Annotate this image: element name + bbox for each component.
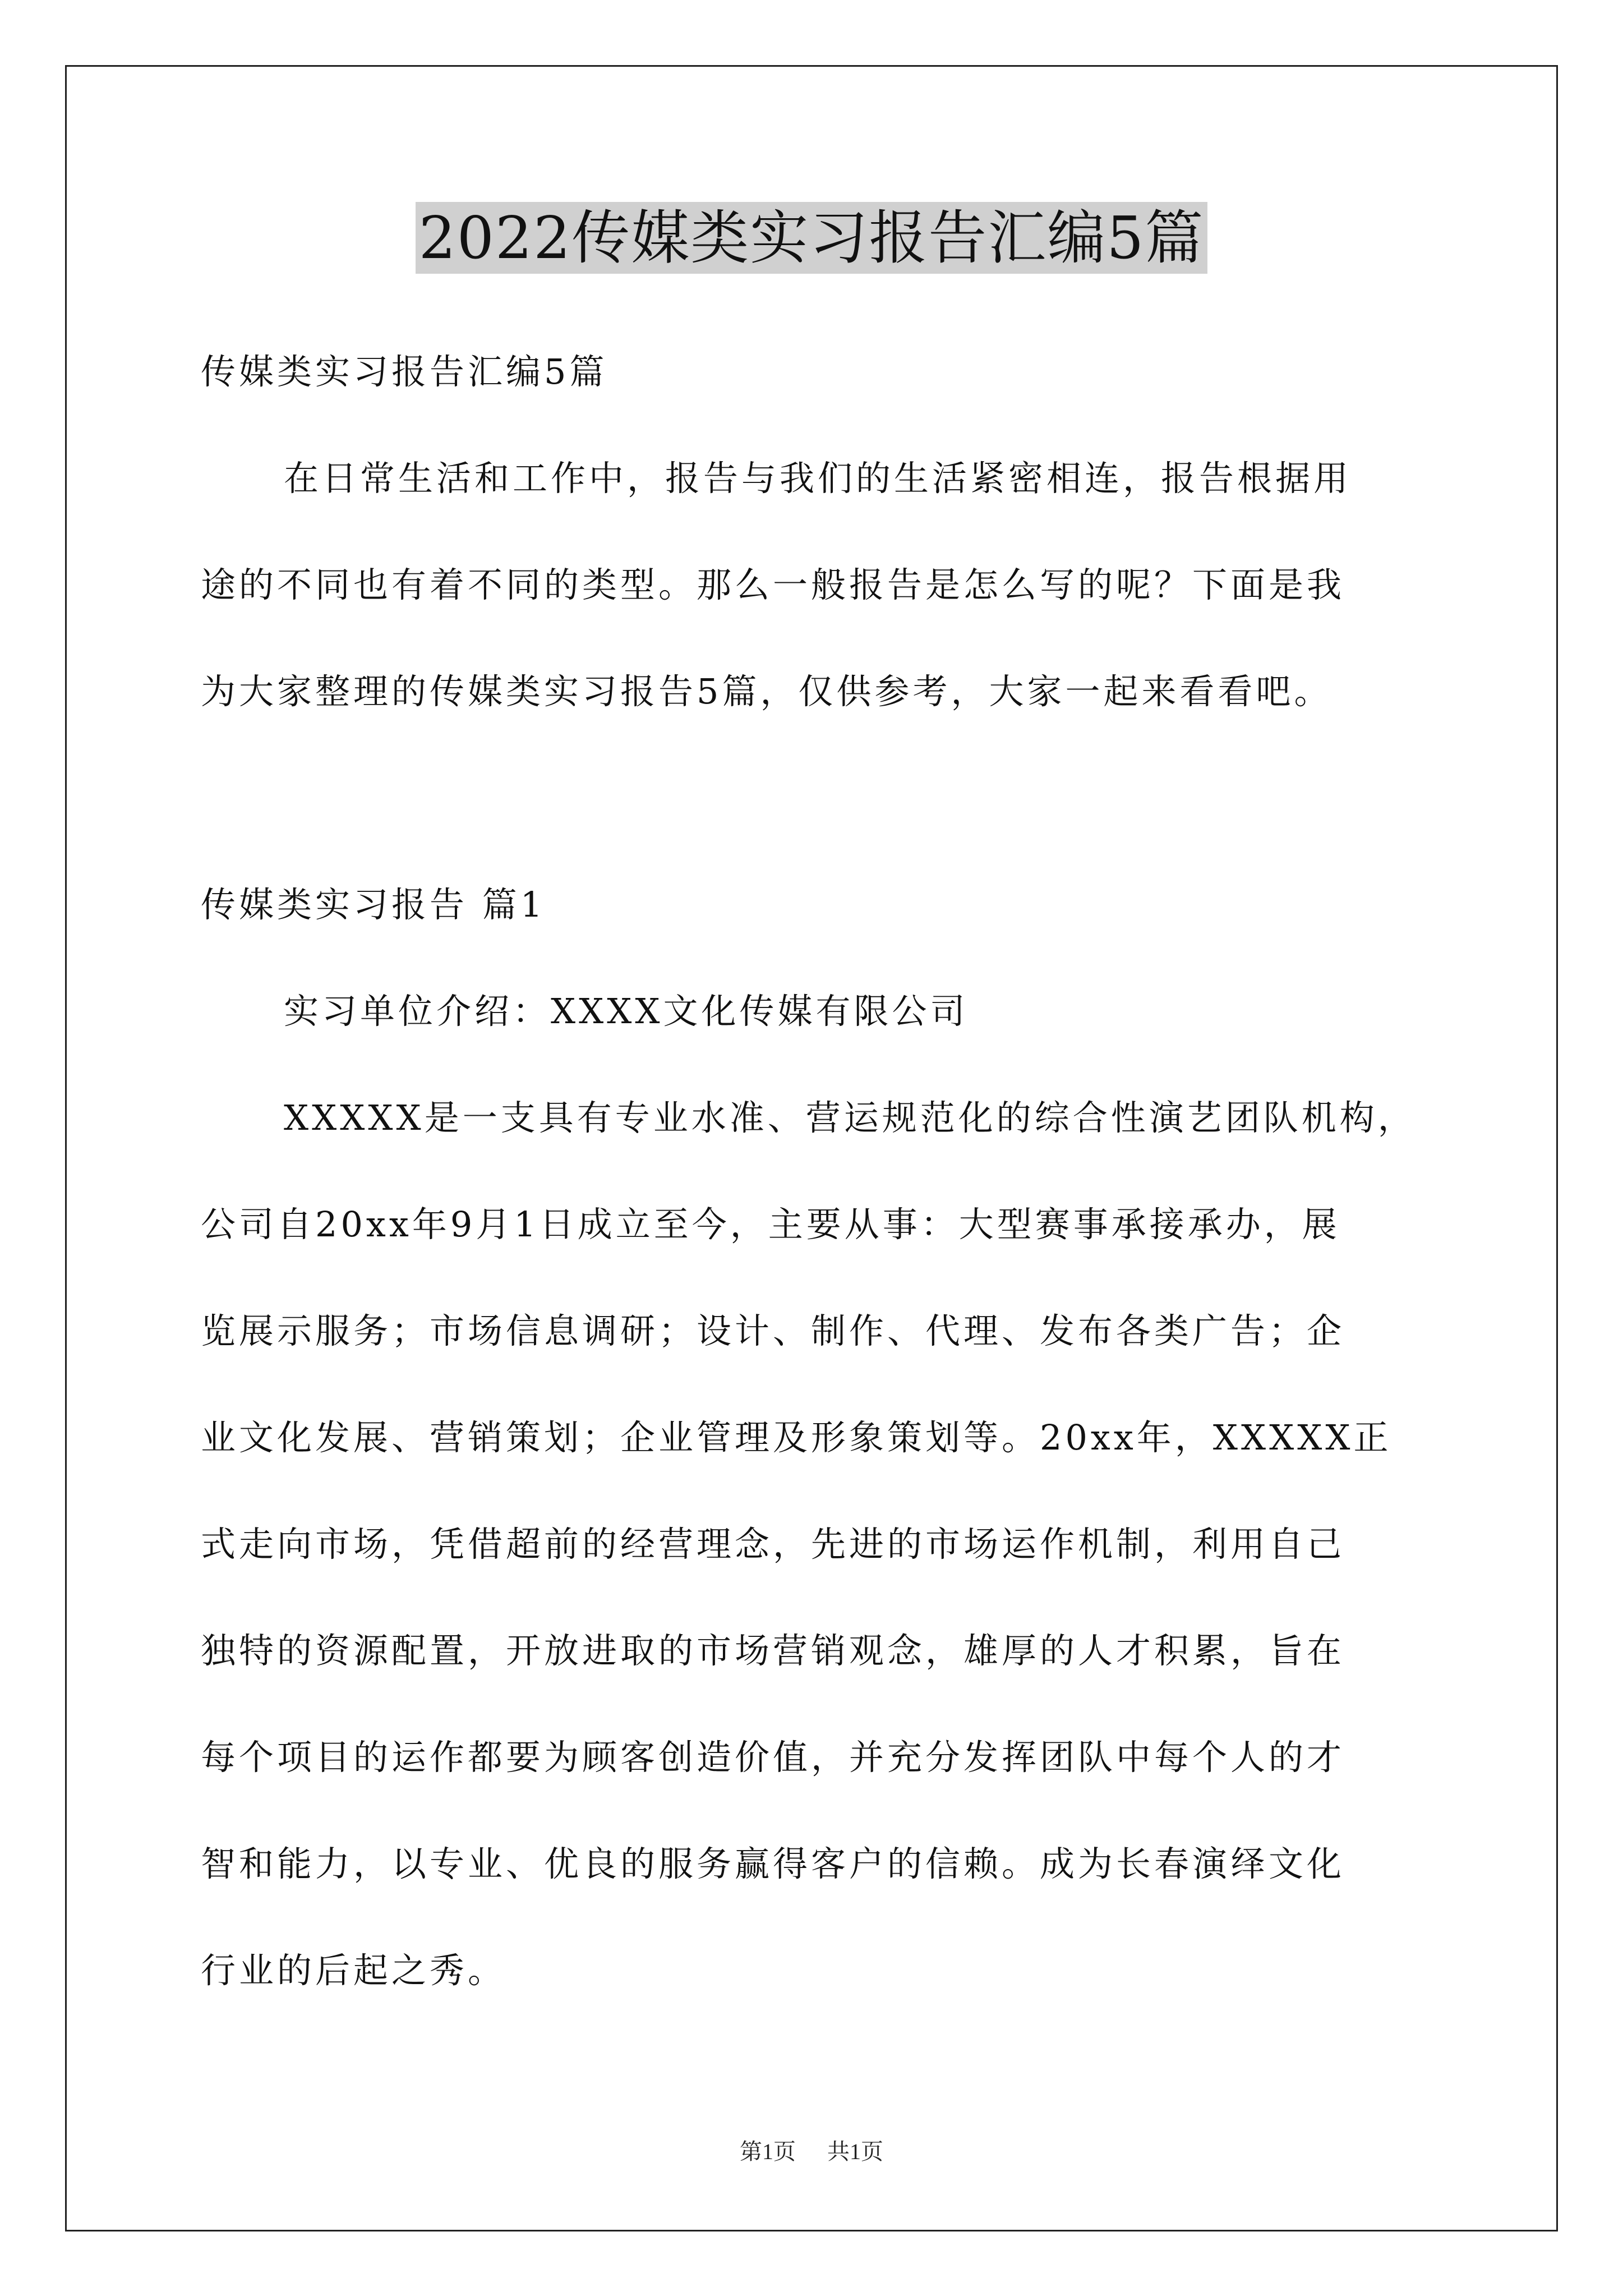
body-line: 公司自20xx年9月1日成立至今，主要从事：大型赛事承接承办，展	[201, 1204, 1340, 1245]
body-line: 智和能力，以专业、优良的服务赢得客户的信赖。成为长春演绎文化	[201, 1843, 1345, 1884]
body-line: 览展示服务；市场信息调研；设计、制作、代理、发布各类广告；企	[201, 1310, 1345, 1351]
page-number-total: 共1页	[827, 2139, 883, 2164]
title-container	[0, 202, 1623, 274]
page-number-current: 第1页	[740, 2139, 796, 2164]
document-title: 2022传媒类实习报告汇编5篇	[416, 202, 1208, 274]
body-line: 式走向市场，凭借超前的经营理念，先进的市场运作机制，利用自己	[201, 1524, 1345, 1565]
page-footer	[0, 2134, 1623, 2166]
document-subtitle: 传媒类实习报告汇编5篇	[201, 351, 608, 392]
intro-line: 为大家整理的传媒类实习报告5篇，仅供参考，大家一起来看看吧。	[201, 671, 1332, 712]
body-line: 行业的后起之秀。	[201, 1950, 506, 1991]
document-body	[201, 319, 1435, 2024]
body-line: 每个项目的运作都要为顾客创造价值，并充分发挥团队中每个人的才	[201, 1737, 1345, 1778]
body-line: 独特的资源配置，开放进取的市场营销观念，雄厚的人才积累，旨在	[201, 1630, 1345, 1671]
intro-line: 途的不同也有着不同的类型。那么一般报告是怎么写的呢？下面是我	[201, 564, 1345, 605]
unit-intro: 实习单位介绍：XXXX文化传媒有限公司	[284, 991, 969, 1032]
body-line: XXXXX是一支具有专业水准、营运规范化的综合性演艺团队机构，	[284, 1097, 1416, 1138]
body-line: 业文化发展、营销策划；企业管理及形象策划等。20xx年，XXXXX正	[201, 1417, 1392, 1458]
intro-line: 在日常生活和工作中，报告与我们的生活紧密相连，报告根据用	[284, 458, 1352, 499]
section-heading: 传媒类实习报告 篇1	[201, 884, 546, 925]
paragraph-gap	[201, 745, 1435, 852]
